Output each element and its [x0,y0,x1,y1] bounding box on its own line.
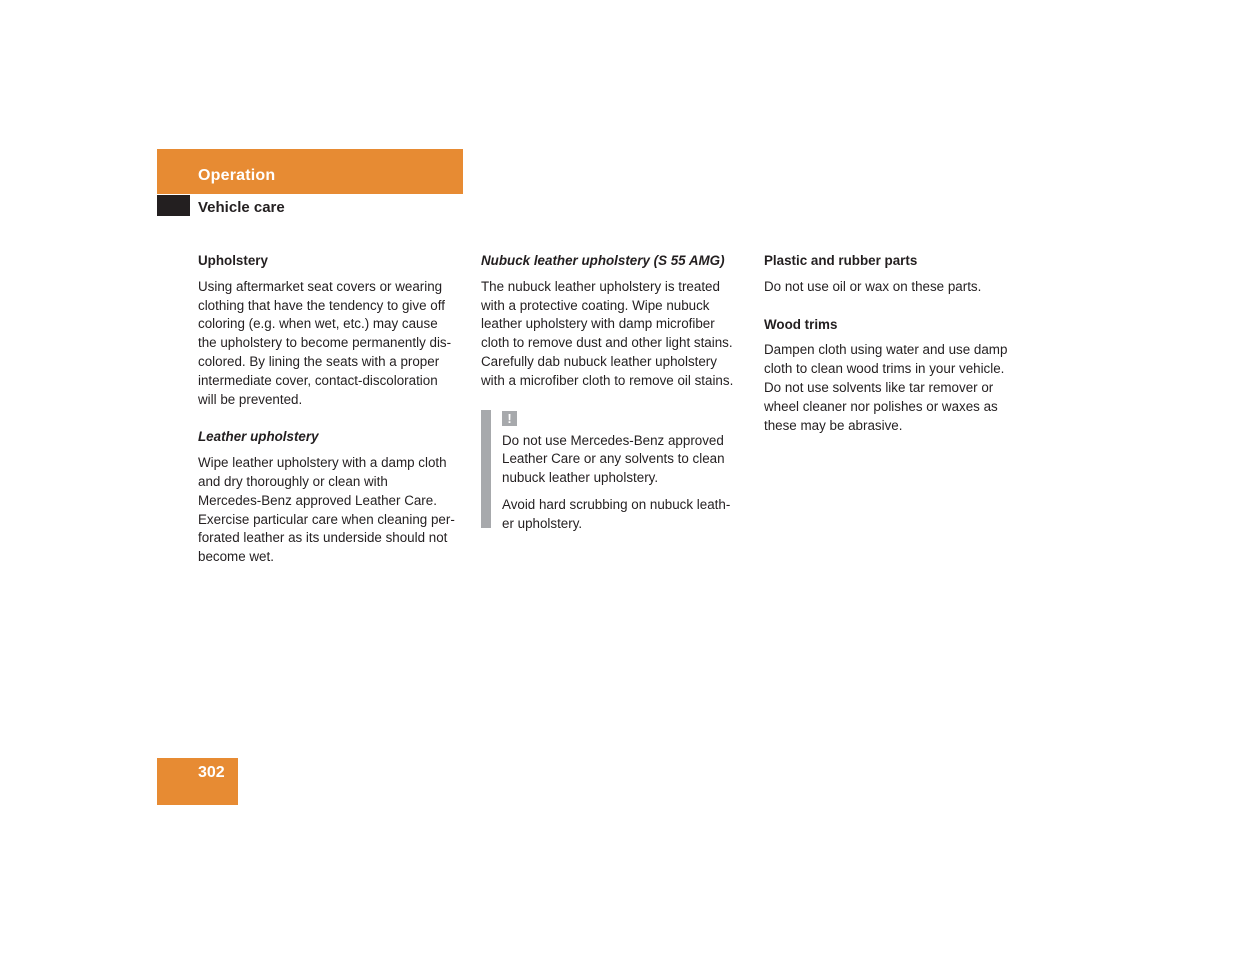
heading-leather-upholstery: Leather upholstery [198,429,319,445]
column-right [764,252,1026,454]
paragraph-nubuck-leather: The nubuck leather upholstery is treated with a protective coating. Wipe nubuck leather upholstery with damp microfiber cloth to remove dust and other light stains. Carefully dab nubuck leather upholstery with a microfiber cloth to remove oil stains. [481,278,734,388]
heading-nubuck-leather: Nubuck leather upholstery (S 55 AMG) [481,253,725,268]
column-left [198,252,466,586]
paragraph-wood-trims: Dampen cloth using water and use damp cloth to clean wood trims in your vehicle. Do not use solvents like tar remover or wheel cleaner nor polishes or waxes as these may be abrasive. [764,342,1008,433]
heading-wood-trims: Wood trims [764,316,838,332]
page-number: 302 [198,764,225,781]
paragraph-upholstery: Using aftermarket seat covers or wearing clothing that have the tendency to give off coloring (e.g. when wet, etc.) may cause the upholstery to become permanently dis- colored. By lining the seats with a proper intermediate cover, contact-discoloration will be prevented. [198,278,452,407]
notice-paragraph-2: Avoid hard scrubbing on nubuck leath- er upholstery. [502,496,731,531]
heading-upholstery: Upholstery [198,253,268,268]
warning-icon: ! [502,411,517,426]
notice-box [481,410,749,534]
paragraph-plastic-rubber: Do not use oil or wax on these parts. [764,278,982,294]
notice-bar [481,410,491,528]
paragraph-leather-upholstery: Wipe leather upholstery with a damp cloth and dry thoroughly or clean with Mercedes-Benz approved Leather Care. Exercise particular care when cleaning per- forated leather as its underside should not become wet. [198,455,455,565]
notice-paragraph-1: Do not use Mercedes-Benz approved Leather Care or any solvents to clean nubuck leather upholstery. [502,432,725,486]
column-middle [481,252,749,542]
subsection-title: Vehicle care [198,199,285,216]
heading-plastic-rubber: Plastic and rubber parts [764,253,918,268]
section-title: Operation [198,167,276,184]
subsection-marker [157,195,190,216]
